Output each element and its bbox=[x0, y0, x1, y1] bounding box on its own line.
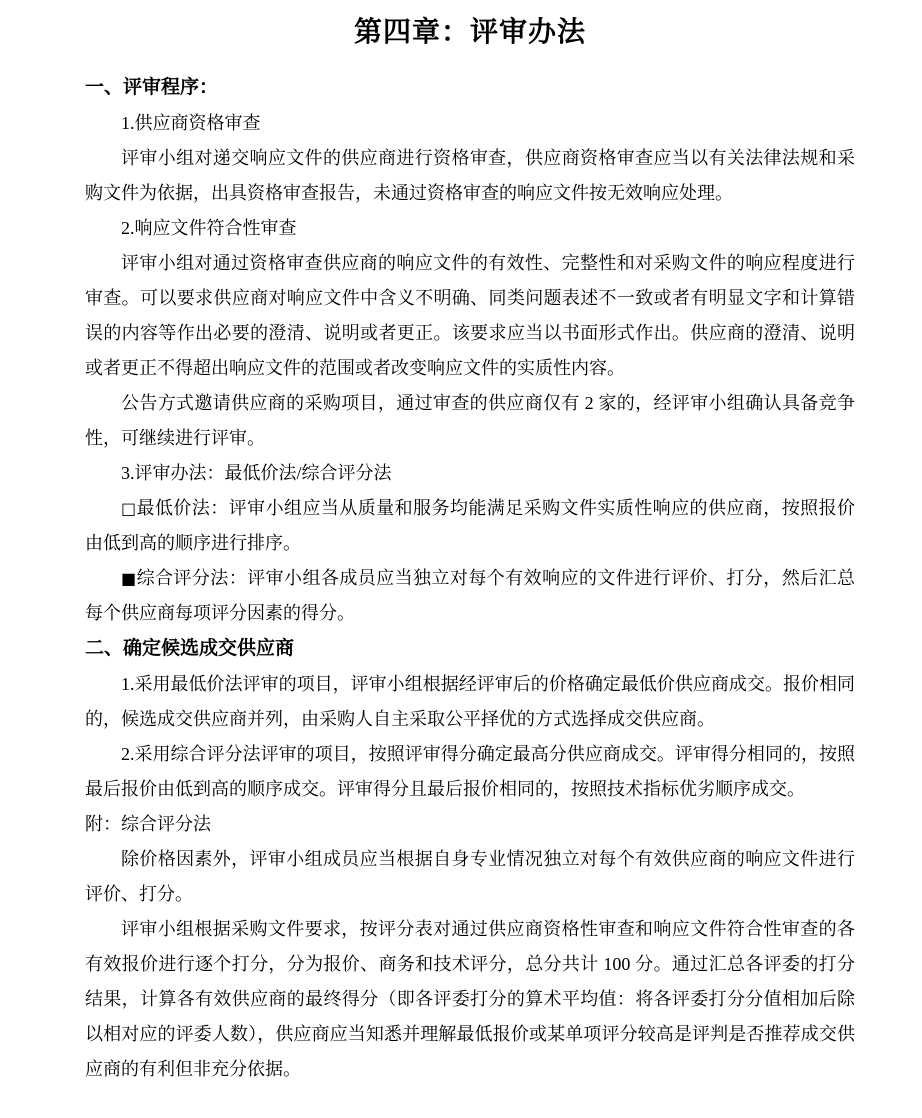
section-1-heading: 一、评审程序： bbox=[85, 77, 219, 98]
comprehensive-scoring-method-text: 综合评分法：评审小组各成员应当独立对每个有效响应的文件进行评价、打分，然后汇总每个供应商每项评分因素的得分。 bbox=[85, 568, 856, 623]
announcement-invitation-paragraph: 公告方式邀请供应商的采购项目，通过审查的供应商仅有 2 家的，经评审小组确认具备竞争性，可继续进行评审。 bbox=[85, 393, 855, 448]
section-2-heading: 二、确定候选成交供应商 bbox=[85, 638, 295, 659]
response-document-conformity-review-heading: 2.响应文件符合性审查 bbox=[121, 218, 297, 238]
evaluation-method-heading: 3.评审办法：最低价法/综合评分法 bbox=[121, 463, 392, 483]
supplier-qualification-review-heading: 1.供应商资格审查 bbox=[121, 113, 261, 133]
response-document-conformity-review-paragraph: 评审小组对通过资格审查供应商的响应文件的有效性、完整性和对采购文件的响应程度进行审查。可以要求供应商对响应文件中含义不明确、同类问题表述不一致或者有明显文字和计算错误的内容等作出必要的澄清、说明或者更正。该要求应当以书面形式作出。供应商的澄清、说明或者更正不得超出响应文件的范围或者改变响应文件的实质性内容。 bbox=[85, 253, 855, 378]
appendix-heading: 附：综合评分法 bbox=[85, 814, 211, 834]
empty-checkbox-icon: □ bbox=[121, 499, 137, 518]
appendix-independent-scoring-paragraph: 除价格因素外，评审小组成员应当根据自身专业情况独立对每个有效供应商的响应文件进行评价、打分。 bbox=[85, 849, 855, 904]
comprehensive-score-award-paragraph: 2.采用综合评分法评审的项目，按照评审得分确定最高分供应商成交。评审得分相同的，按照最后报价由低到高的顺序成交。评审得分且最后报价相同的，按照技术指标优劣顺序成交。 bbox=[85, 744, 855, 799]
document-title: 第四章：评审办法 bbox=[353, 17, 586, 48]
comprehensive-scoring-method-paragraph bbox=[85, 561, 855, 631]
lowest-price-method-text: 最低价法：评审小组应当从质量和服务均能满足采购文件实质性响应的供应商，按照报价由低到高的顺序进行排序。 bbox=[85, 498, 856, 553]
lowest-price-award-paragraph: 1.采用最低价法评审的项目，评审小组根据经评审后的价格确定最低价供应商成交。报价相同的，候选成交供应商并列，由采购人自主采取公平择优的方式选择成交供应商。 bbox=[85, 674, 855, 729]
appendix-scoring-rules-paragraph: 评审小组根据采购文件要求，按评分表对通过供应商资格性审查和响应文件符合性审查的各有效报价进行逐个打分，分为报价、商务和技术评分，总分共计 100 分。通过汇总各评委的打分结果，计算各有效供应商的最终得分（即各评委打分的算术平均值：将各评委打分分值相加后除以相对应的评委人数），供应商应当知悉并理解最低报价或某单项评分较高是评判是否推荐成交供应商的有利但非充分依据。 bbox=[85, 919, 855, 1079]
supplier-qualification-review-paragraph: 评审小组对递交响应文件的供应商进行资格审查，供应商资格审查应当以有关法律法规和采购文件为依据，出具资格审查报告，未通过资格审查的响应文件按无效响应处理。 bbox=[85, 148, 855, 203]
filled-checkbox-icon: ■ bbox=[121, 569, 137, 588]
lowest-price-method-paragraph bbox=[85, 491, 855, 561]
